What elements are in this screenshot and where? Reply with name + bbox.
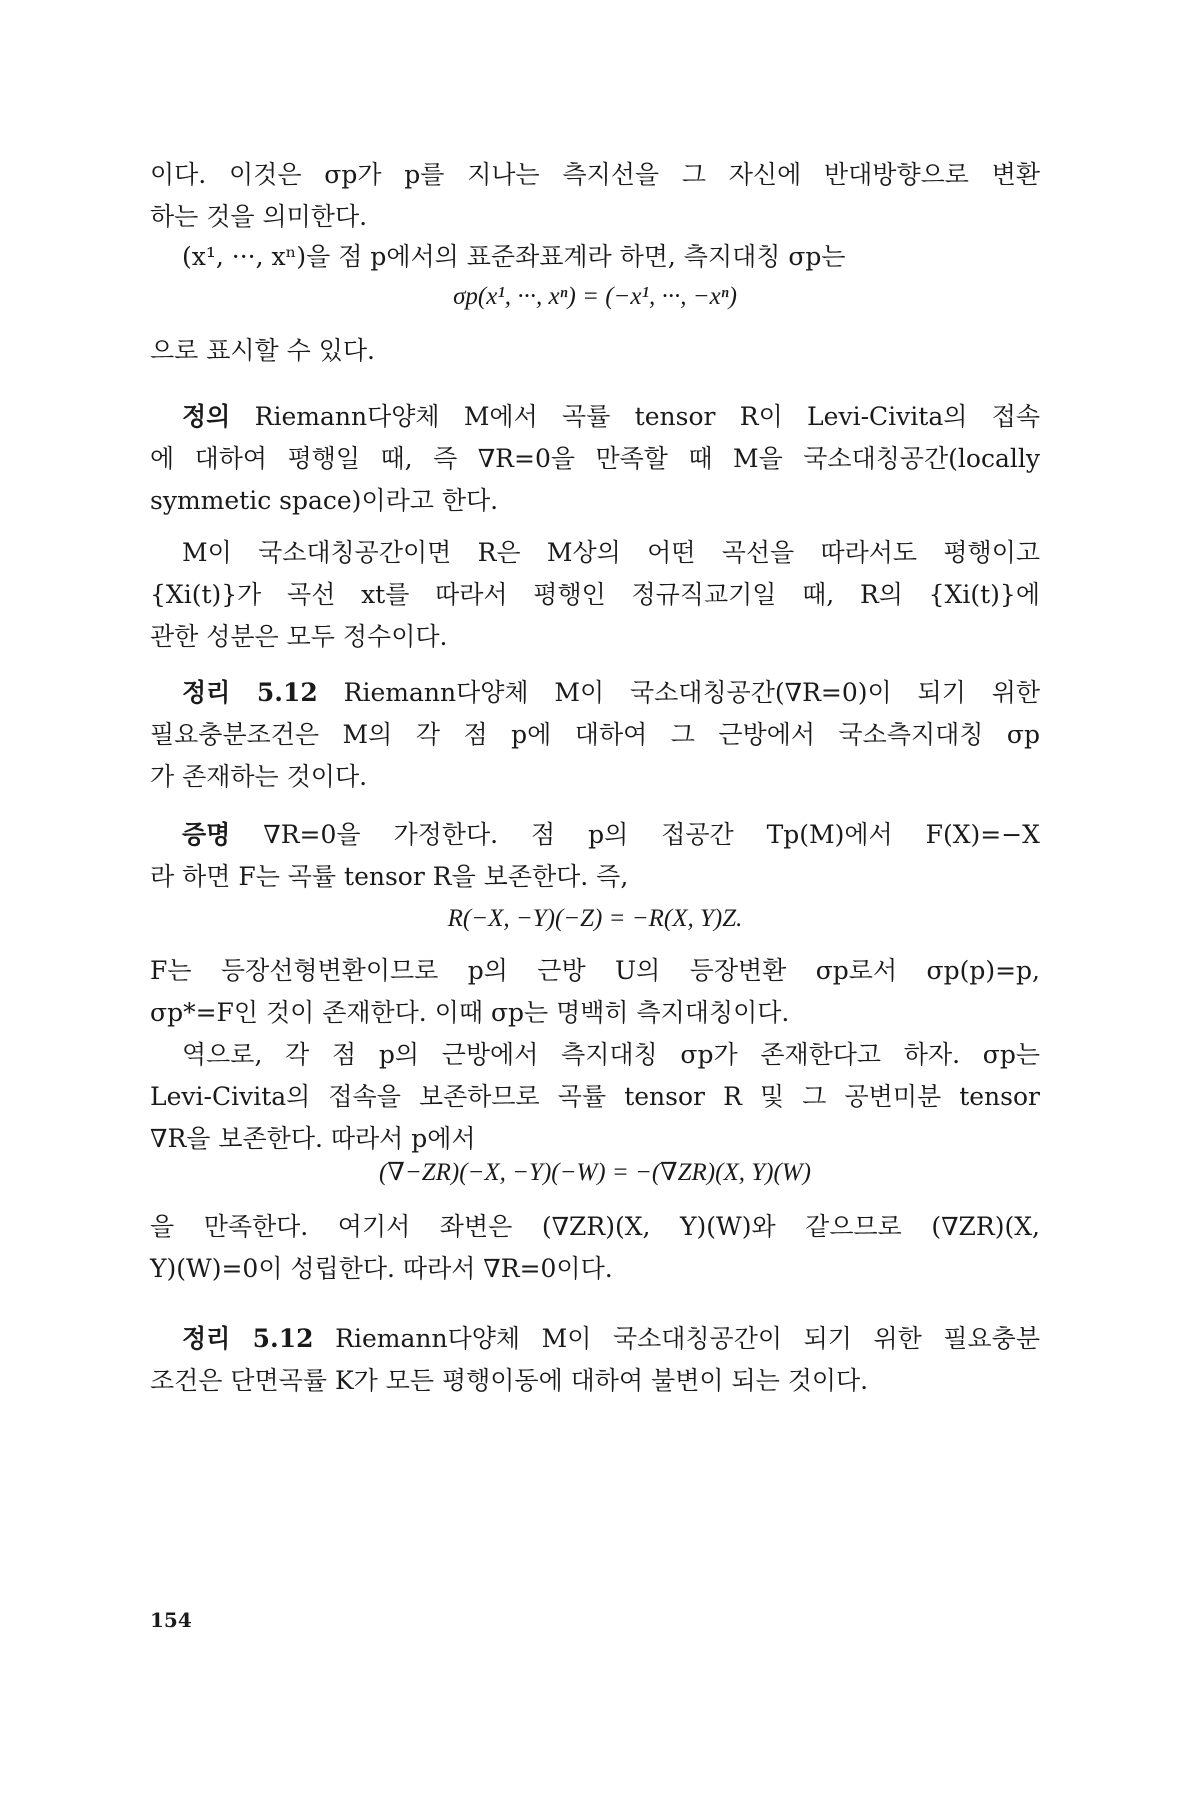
text-line: 가 존재하는 것이다. bbox=[150, 762, 368, 791]
equation-3 bbox=[150, 1152, 1040, 1194]
text-line: 관한 성분은 모두 정수이다. bbox=[150, 622, 448, 651]
equation: R(−X, −Y)(−Z) = −R(X, Y)Z. bbox=[447, 905, 743, 932]
paragraph-geodesic-symmetry bbox=[150, 154, 1040, 238]
theorem-label: 정리 5.12 bbox=[182, 1324, 314, 1353]
theorem-1-block bbox=[150, 672, 1040, 798]
definition-text: Riemann다양체 M에서 곡률 tensor R이 Levi-Civita의 접속 bbox=[254, 402, 1040, 431]
text-line: Levi-Civita의 접속을 보존하므로 곡률 tensor R 및 그 공변미분 tensor bbox=[150, 1082, 1040, 1111]
text-line: 에 대하여 평행일 때, 즉 ∇R=0을 만족할 때 M을 국소대칭공간(locally bbox=[150, 444, 1040, 473]
theorem-2-block bbox=[150, 1318, 1040, 1402]
text-line: 이다. 이것은 σp가 p를 지나는 측지선을 그 자신에 반대방향으로 변환 bbox=[150, 160, 1040, 189]
text-line bbox=[150, 1318, 1040, 1360]
text-line: 필요충분조건은 M의 각 점 p에 대하여 그 근방에서 국소측지대칭 σp bbox=[150, 720, 1040, 749]
text-line: Y)(W)=0이 성립한다. 따라서 ∇R=0이다. bbox=[150, 1254, 613, 1283]
equation: σp(x¹, ···, xⁿ) = (−x¹, ···, −xⁿ) bbox=[453, 283, 737, 310]
text-line: 역으로, 각 점 p의 근방에서 측지대칭 σp가 존재한다고 하자. σp는 bbox=[182, 1040, 1040, 1069]
equation-2 bbox=[150, 898, 1040, 940]
definition-label: 정의 bbox=[182, 402, 231, 431]
paragraph-representation bbox=[150, 330, 1040, 372]
equation: (∇−ZR)(−X, −Y)(−W) = −(∇ZR)(X, Y)(W) bbox=[379, 1159, 811, 1186]
text-line: 라 하면 F는 곡률 tensor R을 보존한다. 즉, bbox=[150, 862, 629, 891]
text-line: M이 국소대칭공간이면 R은 M상의 어떤 곡선을 따라서도 평행이고 bbox=[182, 538, 1040, 567]
text-line: 조건은 단면곡률 K가 모든 평행이동에 대하여 불변이 되는 것이다. bbox=[150, 1366, 869, 1395]
theorem-text: Riemann다양체 M이 국소대칭공간(∇R=0)이 되기 위한 bbox=[343, 678, 1040, 707]
text-line: {Xi(t)}가 곡선 xt를 따라서 평행인 정규직교기일 때, R의 {Xi(t)}에 bbox=[150, 580, 1040, 609]
text-line: 하는 것을 의미한다. bbox=[150, 202, 368, 231]
theorem-label: 정리 5.12 bbox=[182, 678, 318, 707]
text-line: (x¹, ···, xⁿ)을 점 p에서의 표준좌표계라 하면, 측지대칭 σp는 bbox=[182, 242, 846, 271]
text-line: F는 등장선형변환이므로 p의 근방 U의 등장변환 σp로서 σp(p)=p, bbox=[150, 956, 1040, 985]
proof-label: 증명 bbox=[182, 820, 231, 849]
paragraph-isometry bbox=[150, 950, 1040, 1034]
paragraph-converse bbox=[150, 1034, 1040, 1160]
paragraph-conclusion bbox=[150, 1206, 1040, 1290]
text-line bbox=[150, 396, 1040, 438]
text-line: 으로 표시할 수 있다. bbox=[150, 336, 375, 365]
page-number: 154 bbox=[150, 1608, 192, 1632]
text-line: ∇R을 보존한다. 따라서 p에서 bbox=[150, 1124, 476, 1153]
paragraph-normal-coordinates bbox=[150, 236, 1040, 278]
paragraph-locally-symmetric bbox=[150, 532, 1040, 658]
definition-block bbox=[150, 396, 1040, 522]
equation-1 bbox=[150, 276, 1040, 318]
theorem-text: Riemann다양체 M이 국소대칭공간이 되기 위한 필요충분 bbox=[335, 1324, 1040, 1353]
text-line: symmetic space)이라고 한다. bbox=[150, 486, 499, 515]
text-line: 을 만족한다. 여기서 좌변은 (∇ZR)(X, Y)(W)와 같으므로 (∇ZR)(X, bbox=[150, 1212, 1040, 1241]
text-line bbox=[150, 672, 1040, 714]
text-line bbox=[150, 814, 1040, 856]
proof-text: ∇R=0을 가정한다. 점 p의 접공간 Tp(M)에서 F(X)=−X bbox=[263, 820, 1040, 849]
proof-block bbox=[150, 814, 1040, 898]
text-line: σp*=F인 것이 존재한다. 이때 σp는 명백히 측지대칭이다. bbox=[150, 998, 790, 1027]
